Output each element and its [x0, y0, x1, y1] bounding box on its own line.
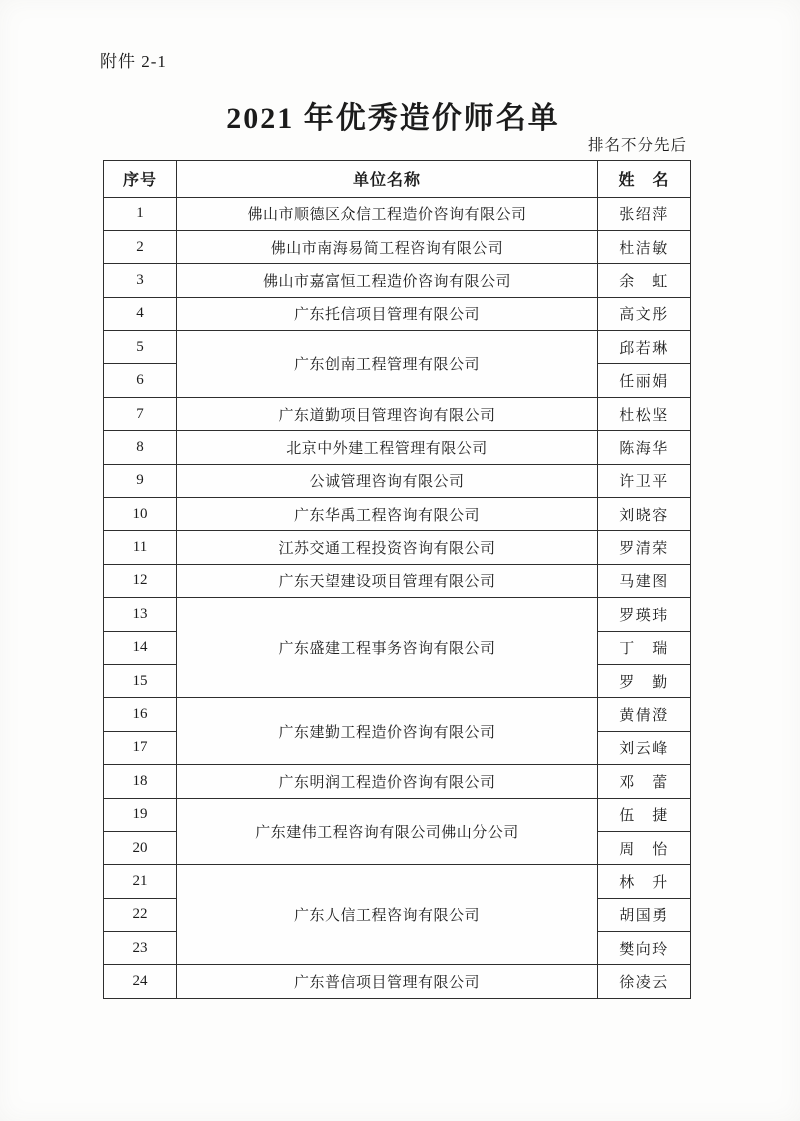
table-row [104, 498, 691, 531]
table-row [104, 798, 691, 831]
table-header-row [104, 161, 691, 198]
table-row [104, 297, 691, 330]
person-name-cell: 余 虹 [598, 264, 691, 297]
table-row [104, 331, 691, 364]
table-row [104, 197, 691, 230]
header-company-name: 单位名称 [177, 161, 598, 198]
serial-number-cell: 18 [104, 765, 177, 798]
serial-number-cell: 12 [104, 564, 177, 597]
table-row [104, 865, 691, 898]
person-name-cell: 周 怡 [598, 831, 691, 864]
company-cell: 广东建伟工程咨询有限公司佛山分公司 [177, 798, 598, 865]
serial-number-cell: 19 [104, 798, 177, 831]
company-cell: 广东托信项目管理有限公司 [177, 297, 598, 330]
person-name-cell: 杜松坚 [598, 397, 691, 430]
person-name-cell: 徐凌云 [598, 965, 691, 998]
header-person-name: 姓 名 [598, 161, 691, 198]
person-name-cell: 张绍萍 [598, 197, 691, 230]
company-cell: 广东盛建工程事务咨询有限公司 [177, 598, 598, 698]
header-serial-number: 序号 [104, 161, 177, 198]
company-cell: 广东普信项目管理有限公司 [177, 965, 598, 998]
company-cell: 广东明润工程造价咨询有限公司 [177, 765, 598, 798]
table-row [104, 264, 691, 297]
company-cell: 佛山市南海易简工程咨询有限公司 [177, 230, 598, 263]
person-name-cell: 丁 瑞 [598, 631, 691, 664]
page-title: 2021 年优秀造价师名单 [226, 102, 560, 135]
serial-number-cell: 10 [104, 498, 177, 531]
table-row [104, 230, 691, 263]
roster-table [103, 160, 691, 999]
serial-number-cell: 11 [104, 531, 177, 564]
person-name-cell: 黄倩澄 [598, 698, 691, 731]
person-name-cell: 杜洁敏 [598, 230, 691, 263]
person-name-cell: 刘云峰 [598, 731, 691, 764]
person-name-cell: 邓 蕾 [598, 765, 691, 798]
serial-number-cell: 23 [104, 932, 177, 965]
company-cell: 北京中外建工程管理有限公司 [177, 431, 598, 464]
company-cell: 广东人信工程咨询有限公司 [177, 865, 598, 965]
table-row [104, 965, 691, 998]
table-row [104, 464, 691, 497]
table-row [104, 598, 691, 631]
company-cell: 江苏交通工程投资咨询有限公司 [177, 531, 598, 564]
company-cell: 广东天望建设项目管理有限公司 [177, 564, 598, 597]
serial-number-cell: 15 [104, 664, 177, 697]
attachment-label: 附件 2-1 [100, 52, 167, 71]
person-name-cell: 罗 勤 [598, 664, 691, 697]
serial-number-cell: 22 [104, 898, 177, 931]
serial-number-cell: 8 [104, 431, 177, 464]
serial-number-cell: 20 [104, 831, 177, 864]
company-cell: 公诚管理咨询有限公司 [177, 464, 598, 497]
table-row [104, 564, 691, 597]
table-row [104, 698, 691, 731]
serial-number-cell: 6 [104, 364, 177, 397]
person-name-cell: 马建图 [598, 564, 691, 597]
serial-number-cell: 4 [104, 297, 177, 330]
company-cell: 广东华禹工程咨询有限公司 [177, 498, 598, 531]
person-name-cell: 任丽娟 [598, 364, 691, 397]
table-row [104, 765, 691, 798]
person-name-cell: 罗瑛玮 [598, 598, 691, 631]
company-cell: 佛山市顺德区众信工程造价咨询有限公司 [177, 197, 598, 230]
ranking-note: 排名不分先后 [587, 137, 687, 154]
serial-number-cell: 5 [104, 331, 177, 364]
serial-number-cell: 13 [104, 598, 177, 631]
person-name-cell: 许卫平 [598, 464, 691, 497]
person-name-cell: 樊向玲 [598, 932, 691, 965]
company-cell: 广东建勤工程造价咨询有限公司 [177, 698, 598, 765]
table-row [104, 431, 691, 464]
person-name-cell: 罗清荣 [598, 531, 691, 564]
roster-body [104, 197, 691, 998]
person-name-cell: 胡国勇 [598, 898, 691, 931]
person-name-cell: 刘晓容 [598, 498, 691, 531]
person-name-cell: 伍 捷 [598, 798, 691, 831]
serial-number-cell: 7 [104, 397, 177, 430]
table-row [104, 397, 691, 430]
serial-number-cell: 2 [104, 230, 177, 263]
serial-number-cell: 3 [104, 264, 177, 297]
person-name-cell: 高文彤 [598, 297, 691, 330]
company-cell: 广东道勤项目管理咨询有限公司 [177, 397, 598, 430]
person-name-cell: 林 升 [598, 865, 691, 898]
company-cell: 佛山市嘉富恒工程造价咨询有限公司 [177, 264, 598, 297]
person-name-cell: 陈海华 [598, 431, 691, 464]
serial-number-cell: 14 [104, 631, 177, 664]
company-cell: 广东创南工程管理有限公司 [177, 331, 598, 398]
serial-number-cell: 16 [104, 698, 177, 731]
serial-number-cell: 1 [104, 197, 177, 230]
serial-number-cell: 9 [104, 464, 177, 497]
serial-number-cell: 17 [104, 731, 177, 764]
serial-number-cell: 24 [104, 965, 177, 998]
person-name-cell: 邱若琳 [598, 331, 691, 364]
table-row [104, 531, 691, 564]
serial-number-cell: 21 [104, 865, 177, 898]
